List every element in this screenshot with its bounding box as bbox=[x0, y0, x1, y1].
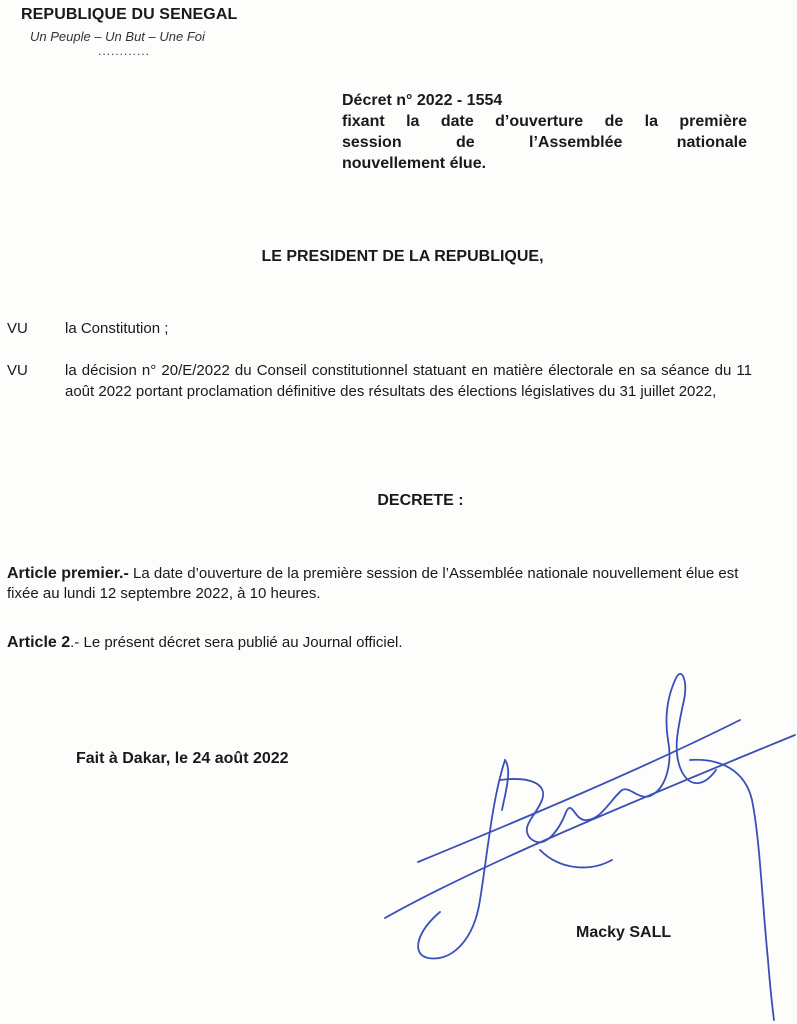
consideration-text: la décision n° 20/E/2022 du Conseil constitutionnel statuant en matière électorale en sa séance du 11 août 2022 portant proclamation définitive des résultats des élections législatives du 31 juillet 2022, bbox=[65, 362, 752, 400]
article-2 bbox=[7, 633, 752, 653]
article-text: .- Le présent décret sera publié au Journal officiel. bbox=[70, 634, 403, 651]
consideration-label: VU bbox=[7, 362, 28, 379]
consideration-text: la Constitution ; bbox=[65, 320, 169, 337]
article-premier bbox=[7, 564, 752, 604]
country-name: REPUBLIQUE DU SENEGAL bbox=[21, 6, 238, 23]
article-text: La date d’ouverture de la première session de l’Assemblée nationale nouvellement élue est fixée au lundi 12 septembre 2022, à 10 heures. bbox=[7, 565, 739, 602]
decree-title-line-1: fixant la date d’ouverture de la première bbox=[342, 113, 747, 130]
article-label: Article premier.- bbox=[7, 565, 129, 582]
signatory-name: Macky SALL bbox=[576, 924, 672, 941]
national-motto: Un Peuple – Un But – Une Foi bbox=[30, 29, 205, 44]
header-separator: ............ bbox=[98, 44, 151, 58]
consideration-item bbox=[7, 360, 752, 402]
decree-title-line-2: session de l’Assemblée nationale bbox=[342, 134, 747, 151]
consideration-item bbox=[7, 318, 752, 339]
consideration-label: VU bbox=[7, 320, 28, 337]
president-heading: LE PRESIDENT DE LA REPUBLIQUE, bbox=[261, 248, 544, 265]
decree-title-line-3: nouvellement élue. bbox=[342, 155, 487, 172]
decree-title bbox=[342, 90, 747, 174]
decrete-heading: DECRETE : bbox=[377, 492, 464, 509]
decree-number: Décret n° 2022 - 1554 bbox=[342, 92, 503, 109]
place-and-date: Fait à Dakar, le 24 août 2022 bbox=[76, 750, 289, 767]
article-label: Article 2 bbox=[7, 634, 71, 651]
